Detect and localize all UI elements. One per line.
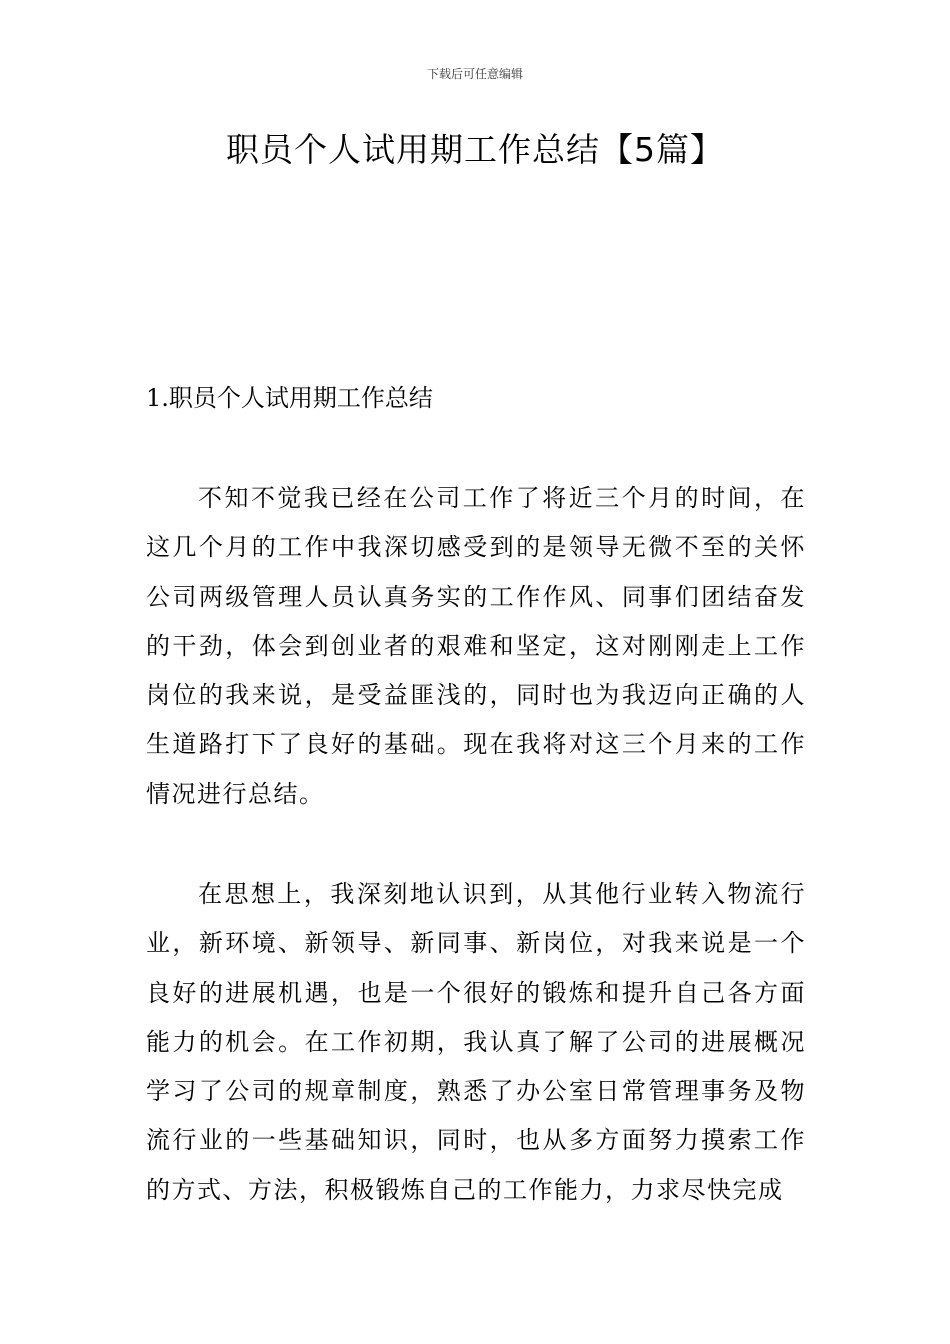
- section-heading: 1.职员个人试用期工作总结: [146, 384, 433, 412]
- document-title: 职员个人试用期工作总结【5篇】: [226, 130, 724, 169]
- page-header-note: 下载后可任意编辑: [426, 67, 523, 81]
- paragraph-2: 在思想上，我深刻地认识到，从其他行业转入物流行业，新环境、新领导、新同事、新岗位，对我来说是一个良好的进展机遇，也是一个很好的锻炼和提升自己各方面能力的机会。在工作初期，我认真了解了公司的进展概况学习了公司的规章制度，熟悉了办公室日常管理事务及物流行业的一些基础知识，同时，也从多方面努力摸索工作的方式、方法，积极锻炼自己的工作能力，力求尽快完成: [146, 880, 806, 1204]
- paragraph-1: 不知不觉我已经在公司工作了将近三个月的时间，在这几个月的工作中我深切感受到的是领导无微不至的关怀公司两级管理人员认真务实的工作作风、同事们团结奋发的干劲，体会到创业者的艰难和坚定，这对刚刚走上工作岗位的我来说，是受益匪浅的，同时也为我迈向正确的人生道路打下了良好的基础。现在我将对这三个月来的工作情况进行总结。: [146, 484, 806, 808]
